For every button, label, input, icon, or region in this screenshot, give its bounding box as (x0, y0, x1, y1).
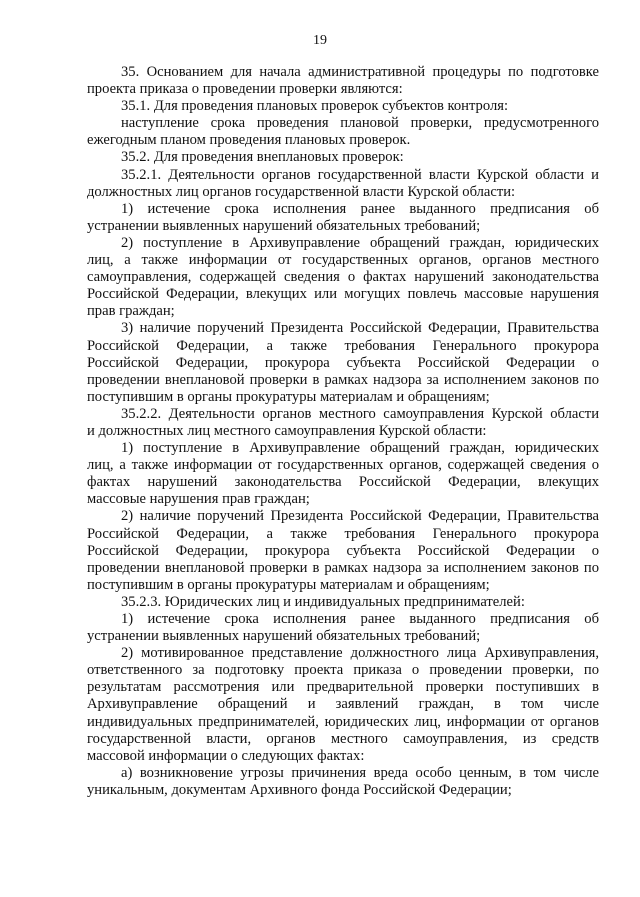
paragraph-line: индивидуальных предпринимателей, юридических лиц, информации от органов (87, 713, 599, 730)
paragraph-line: самоуправления, содержащей сведения о фактах нарушений законодательства (87, 269, 599, 286)
paragraph-line: проведении внеплановой проверки в рамках надзора за исполнением законов по (87, 559, 599, 576)
paragraph-line: ответственного за подготовку проекта приказа о проведении проверки, по (87, 662, 599, 679)
paragraph-line: 35.2. Для проведения внеплановых проверок: (121, 149, 404, 166)
paragraph (87, 406, 599, 440)
paragraph-line: а) возникновение угрозы причинения вреда особо ценным, в том числе (121, 764, 599, 781)
paragraph-line: 2) мотивированное представление должностного лица Архивуправления, (121, 645, 599, 662)
paragraph-line: Архивуправление обращений и заявлений граждан, в том числе (87, 696, 599, 713)
paragraph-line: массовые нарушения прав граждан; (87, 491, 310, 508)
paragraph-line: 1) истечение срока исполнения ранее выданного предписания об (121, 611, 599, 627)
paragraph (87, 440, 599, 508)
paragraph-line: должностных лиц органов государственной власти Курской области: (87, 183, 516, 200)
paragraph-line: Российской Федерации, а также требования Генерального прокурора (87, 337, 599, 354)
paragraph-line: прав граждан; (87, 303, 175, 320)
paragraph (87, 645, 599, 765)
paragraph-line: Российской Федерации, а также требования Генерального прокурора (87, 525, 599, 542)
paragraph (87, 98, 599, 115)
paragraph-line: 2) поступление в Архивуправление обращений граждан, юридических (121, 234, 599, 251)
paragraph (87, 235, 599, 320)
paragraph (87, 508, 599, 593)
paragraph-line: наступление срока проведения плановой проверки, предусмотренного (121, 115, 599, 132)
paragraph-line: 1) истечение срока исполнения ранее выданного предписания об (121, 200, 599, 217)
paragraph-line: поступившим в органы прокуратуры материалам и обращениям; (87, 388, 490, 405)
document-body (87, 64, 599, 799)
paragraph (87, 320, 599, 405)
paragraph-line: Российской Федерации, прокурора субъекта Российской Федерации о (87, 354, 599, 371)
paragraph-line: Российской Федерации, прокурора субъекта Российской Федерации о (87, 542, 599, 559)
paragraph-line: 1) поступление в Архивуправление обращений граждан, юридических (121, 440, 599, 457)
paragraph-line: Российской Федерации, влекущих или могущих повлечь массовые нарушения (87, 286, 599, 303)
paragraph (87, 765, 599, 799)
paragraph (87, 167, 599, 201)
paragraph-line: 2) наличие поручений Президента Российской Федерации, Правительства (121, 508, 599, 525)
paragraph (87, 115, 599, 149)
paragraph-line: государственной власти, органов местного самоуправления, из средств (87, 730, 599, 747)
paragraph-line: 35.1. Для проведения плановых проверок субъектов контроля: (121, 98, 509, 115)
paragraph-line: устранении выявленных нарушений обязательных требований; (87, 217, 481, 234)
paragraph-line: поступившим в органы прокуратуры материалам и обращениям; (87, 576, 490, 593)
paragraph-line: проведении внеплановой проверки в рамках надзора за исполнением законов по (87, 371, 599, 388)
paragraph-line: ежегодным планом проведения плановых проверок. (87, 132, 411, 149)
paragraph-line: фактах нарушений законодательства Российской Федерации, влекущих (87, 474, 599, 491)
paragraph-line: уникальным, документам Архивного фонда Российской Федерации; (87, 781, 512, 798)
paragraph-line: 35. Основанием для начала административной процедуры по подготовке (121, 64, 599, 80)
paragraph (87, 149, 599, 166)
paragraph-line: 35.2.1. Деятельности органов государственной власти Курской области и (121, 166, 599, 183)
paragraph (87, 201, 599, 235)
paragraph-line: проекта приказа о проведении проверки являются: (87, 81, 403, 98)
paragraph (87, 594, 599, 611)
paragraph-line: устранении выявленных нарушений обязательных требований; (87, 628, 481, 645)
paragraph-line: 35.2.3. Юридических лиц и индивидуальных предпринимателей: (121, 593, 525, 610)
paragraph-line: массовой информации о следующих фактах: (87, 747, 365, 764)
paragraph (87, 611, 599, 645)
paragraph-line: 3) наличие поручений Президента Российской Федерации, Правительства (121, 320, 599, 337)
paragraph-line: 35.2.2. Деятельности органов местного самоуправления Курской области (121, 405, 599, 422)
paragraph-line: результатам рассмотрения или предварительной проверки поступивших в (87, 679, 599, 696)
paragraph-line: и должностных лиц местного самоуправления Курской области: (87, 422, 487, 439)
page-number: 19 (313, 33, 327, 48)
paragraph (87, 64, 599, 98)
paragraph-line: лиц, а также информации от государственных органов, органов местного (87, 252, 599, 269)
paragraph-line: лиц, а также информации от государственных органов, содержащей сведения о (87, 457, 599, 474)
